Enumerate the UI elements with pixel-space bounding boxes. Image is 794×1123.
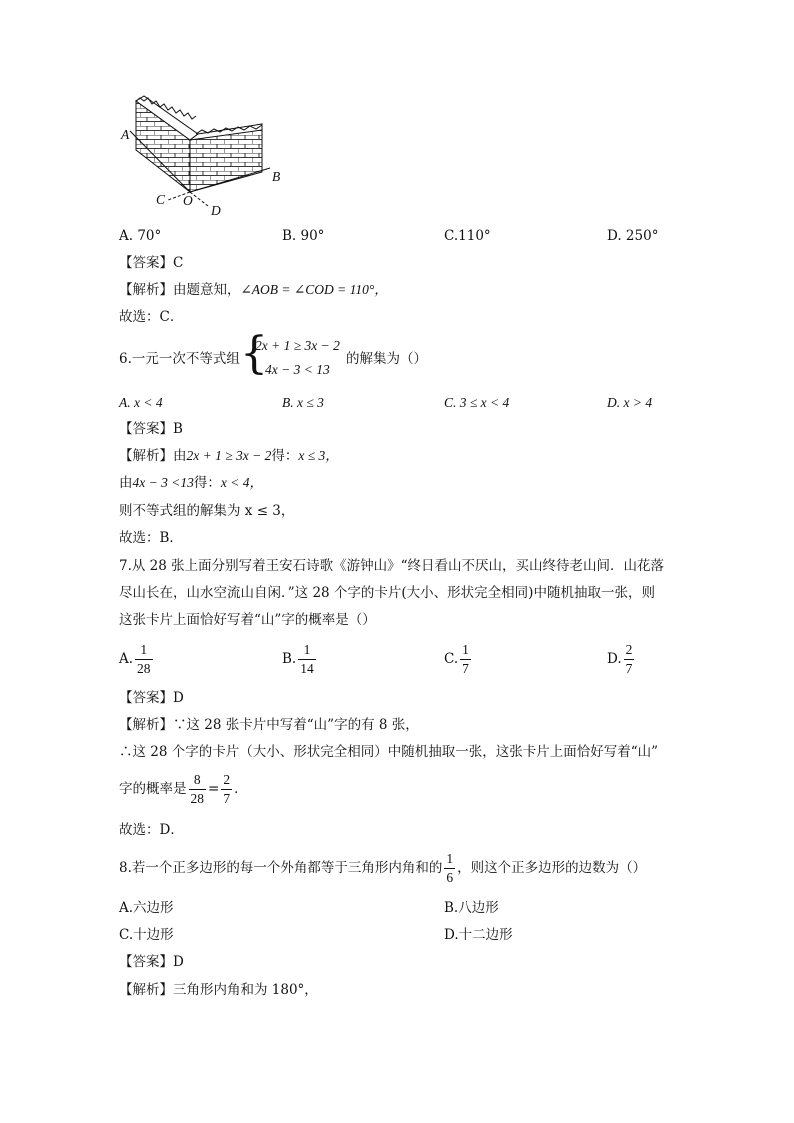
q7-a3-den-2: 7: [223, 791, 231, 806]
q5-option-a: A. 70°: [119, 228, 162, 244]
q7-a3-equals: =: [208, 781, 220, 797]
q6-brace: {: [240, 328, 268, 379]
q7-a3-num-2: 2: [221, 771, 232, 790]
q5-analysis: [119, 281, 388, 299]
q7-option-a-label: A.: [119, 651, 134, 667]
q8-stem-suffix: ，则这个正多边形的边数为（）: [457, 860, 647, 876]
q6-analysis-2: [119, 474, 263, 492]
q6-stem-suffix: 的解集为（）: [346, 351, 427, 367]
q7-option-b-label: B.: [282, 651, 297, 667]
q6-ineq-1: 2x + 1 ≥ 3x − 2: [255, 338, 340, 353]
q7-option-a-num: 1: [135, 641, 153, 660]
q5-analysis-prefix: 【解析】由题意知，: [119, 282, 241, 298]
q6-a2-math: 4x − 3 <13: [132, 475, 194, 490]
brick-wall-figure: [0, 0, 794, 230]
q6-a1-mid: 得：: [271, 448, 299, 464]
q7-analysis-2: ∴这 28 个字的卡片（大小、形状完全相同）中随机抽取一张，这张卡片上面恰好写着“山”: [119, 744, 659, 760]
q7-option-a-den: 28: [137, 661, 151, 676]
q5-analysis-math: ∠AOB = ∠COD = 110°，: [240, 282, 388, 297]
figure-label-b: B: [272, 169, 281, 184]
q8-option-c: C.十边形: [119, 927, 174, 943]
q5-option-d: D. 250°: [607, 228, 659, 244]
q7-a3-num-1: 8: [189, 771, 207, 790]
q6-stem-prefix: 6.一元一次不等式组: [119, 351, 240, 367]
q8-stem-num: 1: [444, 850, 455, 869]
q7-stem-line-3: 这张卡片上面恰好写着“山”字的概率是（）: [119, 612, 376, 628]
q6-a1-math: 2x + 1 ≥ 3x − 2: [186, 448, 272, 463]
q6-conclusion: 故选：B．: [119, 530, 183, 546]
q6-option-a: A. x < 4: [119, 395, 163, 410]
figure-label-d: D: [211, 203, 221, 218]
q6-a2-result: x < 4，: [220, 475, 263, 490]
q6-a2-mid: 得：: [193, 475, 221, 491]
figure-label-a: A: [121, 127, 130, 142]
q6-a1-result: x ≤ 3，: [298, 448, 339, 463]
q7-option-b-den: 14: [300, 661, 314, 676]
q7-analysis-1: 【解析】∵这 28 张卡片中写着“山”字的有 8 张，: [119, 717, 419, 733]
q7-a3-end: ．: [234, 781, 248, 797]
figure-label-c: C: [156, 192, 166, 207]
q7-conclusion: 故选：D．: [119, 822, 184, 838]
q6-a2-prefix: 由: [119, 475, 133, 491]
q8-stem-den: 6: [446, 870, 454, 885]
q8-option-a: A.六边形: [119, 900, 174, 916]
q6-option-c: C. 3 ≤ x < 4: [444, 395, 510, 410]
q7-option-c-den: 7: [462, 661, 469, 676]
q7-option-c-num: 1: [460, 641, 471, 660]
q6-ineq-2: 4x − 3 < 13: [265, 362, 330, 377]
q5-answer: 【答案】C: [119, 255, 184, 271]
q7-option-c-label: C.: [444, 651, 459, 667]
q7-option-d-num: 2: [624, 641, 635, 660]
figure-label-o: O: [183, 193, 193, 208]
q6-analysis-1: [119, 447, 339, 465]
q7-a3-prefix: 字的概率是: [119, 781, 187, 797]
q8-option-b: B.八边形: [444, 900, 499, 916]
q7-option-d-label: D.: [607, 651, 622, 667]
q6-option-d: D. x > 4: [607, 395, 653, 410]
q5-option-c: C.110°: [444, 228, 491, 244]
q6-option-b: B. x ≤ 3: [282, 395, 324, 410]
q8-stem: [119, 850, 646, 887]
q7-analysis-3: [119, 771, 248, 808]
q6-a1-prefix: 【解析】由: [119, 448, 187, 464]
q7-option-c: [444, 641, 473, 678]
q5-option-b: B. 90°: [282, 228, 325, 244]
q8-stem-prefix: 8.若一个正多边形的每一个外角都等于三角形内角和的: [119, 860, 443, 876]
q7-stem-line-1: 7.从 28 张上面分别写着王安石诗歌《游钟山》“终日看山不厌山，买山终待老山间．山花落: [119, 558, 665, 574]
q7-option-d: [607, 641, 636, 678]
q5-conclusion: 故选：C．: [119, 309, 184, 325]
q6-analysis-3: 则不等式组的解集为 x ≤ 3，: [119, 503, 295, 519]
q8-analysis: 【解析】三角形内角和为 180°，: [119, 982, 318, 998]
q7-option-a: [119, 641, 155, 678]
q7-option-b-num: 1: [298, 641, 316, 660]
q7-option-d-den: 7: [625, 661, 633, 676]
q8-answer: 【答案】D: [119, 954, 184, 970]
q7-stem-line-2: 尽山长在，山水空流山自闲．”这 28 个字的卡片(大小、形状完全相同)中随机抽取一张，则: [119, 585, 655, 601]
q7-a3-den-1: 28: [190, 791, 204, 806]
q7-answer: 【答案】D: [119, 690, 184, 706]
q7-option-b: [282, 641, 318, 678]
q8-option-d: D.十二边形: [444, 927, 513, 943]
q6-answer: 【答案】B: [119, 421, 183, 437]
